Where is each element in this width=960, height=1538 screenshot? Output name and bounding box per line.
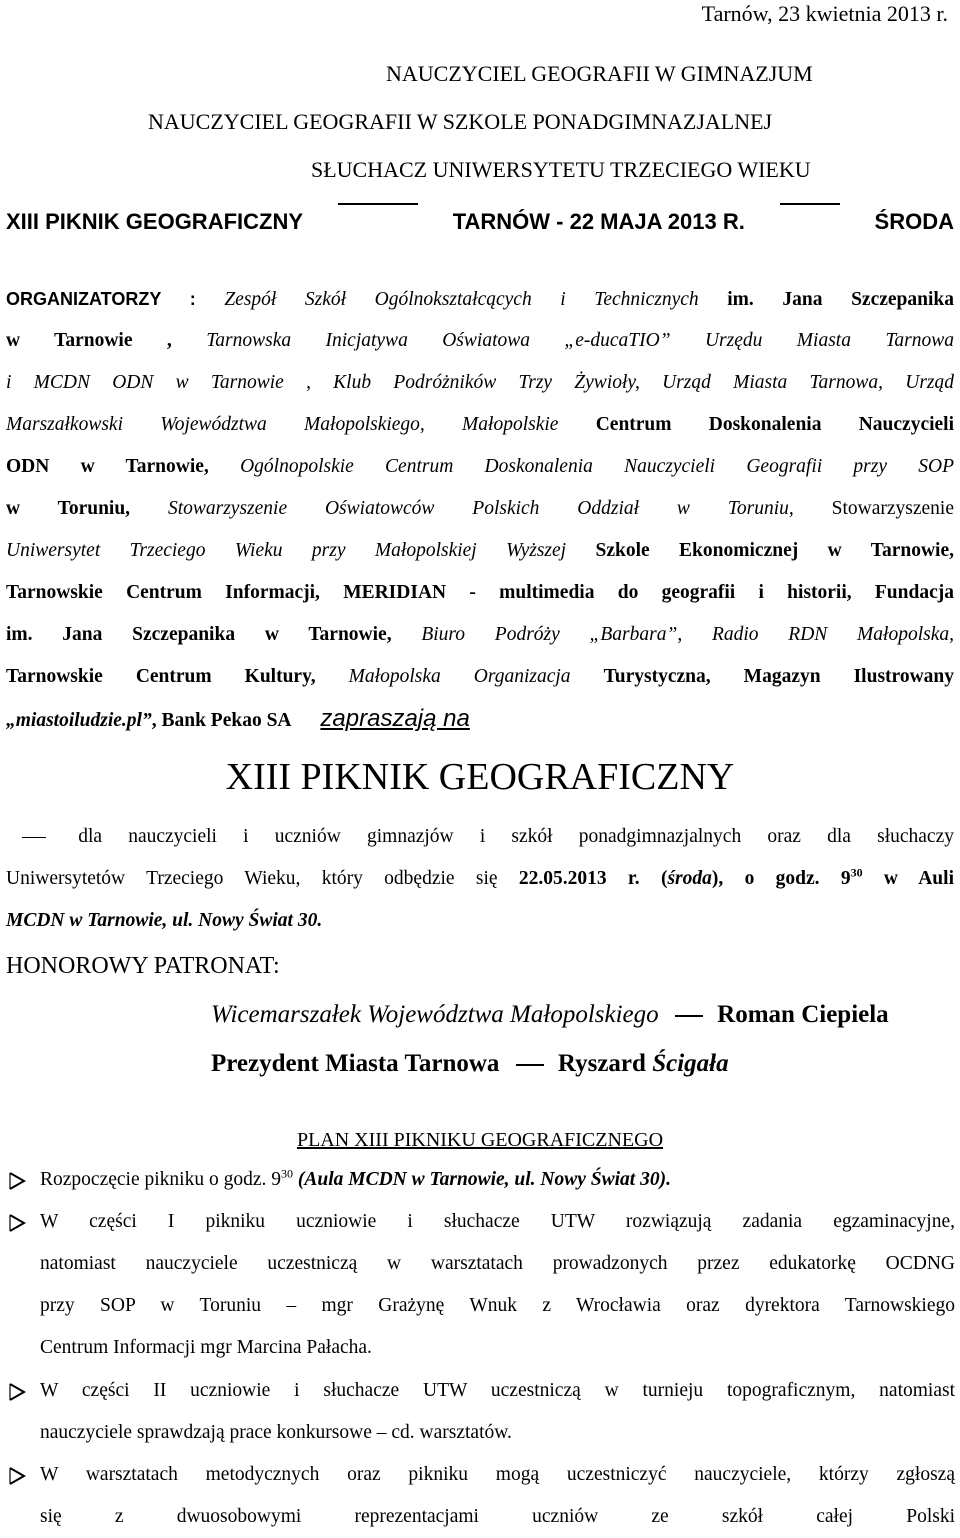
- plan-item-2-line-4: Centrum Informacji mgr Marcina Pałacha.: [40, 1337, 372, 1358]
- patron-2: [211, 1046, 729, 1082]
- arrow-bullet-icon: [6, 1381, 28, 1403]
- plan-item-2: [40, 1201, 955, 1369]
- organizer-zsoit: Zespół Szkół Ogólnokształcących i Technicznych: [224, 289, 699, 310]
- details-minutes: 30: [850, 865, 863, 880]
- organizer-odn: ODN w Tarnowie,: [6, 456, 209, 477]
- organizer-ocdng: Ogólnopolskie Centrum Doskonalenia Nauczycieli Geografii przy SOP: [240, 456, 954, 477]
- organizers-line-5: [6, 446, 954, 488]
- arrow-bullet-icon: [6, 1465, 28, 1487]
- patron-1: [211, 997, 889, 1033]
- patron-2-role: Prezydent Miasta Tarnowa: [211, 1050, 500, 1077]
- details-paragraph: [6, 816, 954, 942]
- organizers-line-8: Tarnowskie Centrum Informacji, MERIDIAN - multimedia do geografii i historii, Fundacja: [6, 582, 954, 603]
- plan-title: PLAN XIII PIKNIKU GEOGRAFICZNEGO: [296, 1129, 664, 1151]
- main-title: XIII PIKNIK GEOGRAFICZNY: [225, 756, 735, 798]
- plan-item-1: [40, 1159, 955, 1201]
- plan-item-2-line-3: przy SOP w Toruniu – mgr Grażynę Wnuk z Wrocławia oraz dyrektora Tarnowskiego: [40, 1295, 955, 1316]
- document-date: Tarnów, 23 kwietnia 2013 r.: [701, 1, 948, 26]
- organizer-zsoit-patron: im. Jana Szczepanika: [727, 289, 954, 310]
- plan-item-4-line-1: W warsztatach metodycznych oraz pikniku mogą uczestniczyć nauczyciele, którzy zgłoszą: [40, 1464, 955, 1485]
- details-date: 22.05.2013 r.: [518, 868, 640, 889]
- plan-item-1-start: Rozpoczęcie pikniku o godz. 9: [40, 1169, 281, 1190]
- arrow-bullet-icon: [6, 1212, 28, 1234]
- invite-text: zapraszają na: [320, 705, 470, 732]
- event-name: XIII PIKNIK GEOGRAFICZNY: [6, 209, 304, 234]
- event-heading: [6, 205, 954, 239]
- organizer-foundation: im. Jana Szczepanika w Tarnowie,: [6, 624, 392, 645]
- patronage-label: HONOROWY PATRONAT:: [6, 953, 280, 979]
- plan-item-3-line-2: nauczyciele sprawdzają prace konkursowe – cd. warsztatów.: [40, 1422, 512, 1443]
- organizer-miastoiludzie: „miastoiludzie.pl”: [6, 710, 152, 731]
- organizer-mot: Małopolska Organizacja: [348, 666, 571, 687]
- event-dash-1: [338, 203, 418, 205]
- details-time: [660, 865, 954, 889]
- organizers-line-10: [6, 656, 954, 698]
- organizer-pekao: , Bank Pekao SA: [151, 710, 292, 731]
- audience-line-3: SŁUCHACZ UNIWERSYTETU TRZECIEGO WIEKU: [311, 157, 811, 182]
- organizer-marshal: Marszałkowski Województwa Małopolskiego, Małopolskie: [6, 414, 559, 435]
- organizer-association: Stowarzyszenie: [831, 498, 954, 519]
- plan-item-2-line-1: W części I pikniku uczniowie i słuchacze UTW rozwiązują zadania egzaminacyjne,: [40, 1211, 955, 1232]
- organizer-torun: w Toruniu,: [6, 498, 131, 519]
- audience-line-1: NAUCZYCIEL GEOGRAFII W GIMNAZJUM: [386, 61, 813, 86]
- organizers-label: ORGANIZATORZY :: [6, 289, 196, 309]
- details-hour: ), o godz. 9: [711, 868, 851, 889]
- plan-item-4: [40, 1454, 955, 1538]
- details-dash: [22, 837, 46, 839]
- plan-item-4-line-2: się z dwuosobowymi reprezentacjami uczniów ze szkół całej Polski: [40, 1506, 955, 1527]
- details-line-1: [6, 816, 954, 858]
- organizer-tck: Tarnowskie Centrum Kultury,: [6, 666, 316, 687]
- patron-1-dash: [675, 1015, 703, 1017]
- organizers-line-1: [6, 278, 954, 320]
- patron-2-dash: [516, 1064, 544, 1066]
- organizer-mwse: Szkole Ekonomicznej w Tarnowie,: [595, 540, 954, 561]
- organizers-line-4: [6, 404, 954, 446]
- details-day: środa: [667, 868, 712, 889]
- organizers-line-9: [6, 614, 954, 656]
- organizers-line-6: [6, 488, 954, 530]
- audience-line-2: NAUCZYCIEL GEOGRAFII W SZKOLE PONADGIMNAZJALNEJ: [148, 109, 773, 134]
- plan-item-1-line: [40, 1159, 955, 1201]
- organizer-tarnow: w Tarnowie ,: [6, 330, 172, 351]
- organizer-utw: Uniwersytet Trzeciego Wieku przy Małopolskiej Wyższej: [6, 540, 567, 561]
- event-place-date: TARNÓW - 22 MAJA 2013 R.: [452, 209, 745, 234]
- details-line-3: MCDN w Tarnowie, ul. Nowy Świat 30.: [6, 910, 323, 931]
- organizers-line-3: i MCDN ODN w Tarnowie , Klub Podróżników Trzy Żywioły, Urząd Miasta Tarnowa, Urząd: [6, 372, 954, 393]
- event-dash-2: [780, 203, 840, 205]
- organizer-mcdn: Centrum Doskonalenia Nauczycieli: [595, 414, 955, 435]
- plan-item-2-line-2: natomiast nauczyciele uczestniczą w warsztatach prowadzonych przez edukatorkę OCDNG: [40, 1253, 955, 1274]
- organizer-sop: Stowarzyszenie Oświatowców Polskich Oddział w Toruniu,: [167, 498, 794, 519]
- patron-2-name-first: Ryszard: [557, 1050, 646, 1077]
- organizers-line-2: [6, 320, 954, 362]
- organizers-paragraph: [6, 278, 954, 740]
- details-audience: dla nauczycieli i uczniów gimnazjów i szkół ponadgimnazjalnych oraz dla słuchaczy: [78, 826, 954, 847]
- organizer-magazine: Turystyczna, Magazyn Ilustrowany: [603, 666, 955, 687]
- event-day: ŚRODA: [874, 209, 954, 234]
- details-line-2: [6, 858, 954, 900]
- details-venue-start: w Auli: [862, 868, 954, 889]
- arrow-bullet-icon: [6, 1170, 28, 1192]
- patron-2-name-last: Ścigała: [652, 1050, 729, 1077]
- organizers-line-7: [6, 530, 954, 572]
- organizers-line-11: [6, 698, 954, 740]
- details-intro: Uniwersytetów Trzeciego Wieku, który odbędzie się: [6, 868, 498, 889]
- plan-item-1-minutes: 30: [280, 1166, 293, 1181]
- organizer-tio: Tarnowska Inicjatywa Oświatowa „e-ducaTIO” Urzędu Miasta Tarnowa: [206, 330, 955, 351]
- details-paren: (: [660, 868, 668, 889]
- plan-item-1-venue: (Aula MCDN w Tarnowie, ul. Nowy Świat 30).: [292, 1169, 671, 1190]
- patron-1-role: Wicemarszałek Województwa Małopolskiego: [211, 1001, 659, 1028]
- organizer-barbara-rdn: Biuro Podróży „Barbara”, Radio RDN Małopolska,: [421, 624, 955, 645]
- patron-1-name: Roman Ciepiela: [717, 1001, 889, 1028]
- plan-item-3: [40, 1370, 955, 1454]
- plan-item-3-line-1: W części II uczniowie i słuchacze UTW uczestniczą w turnieju topograficznym, natomiast: [40, 1380, 955, 1401]
